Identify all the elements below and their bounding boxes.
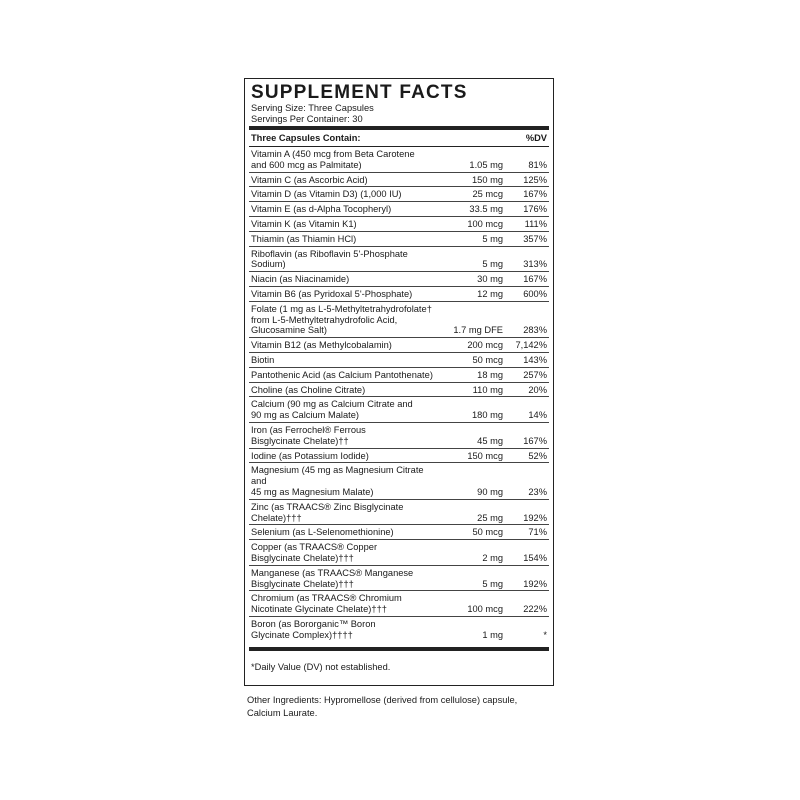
nutrient-name: Zinc (as TRAACS® Zinc Bisglycinate Chelate)††† xyxy=(251,501,404,523)
nutrient-dv: 167% xyxy=(523,189,547,200)
nutrient-row xyxy=(249,272,549,287)
contains-header: Three Capsules Contain: xyxy=(251,133,361,143)
nutrient-amount: 50 mcg xyxy=(472,354,503,365)
nutrient-dv: 313% xyxy=(523,259,547,270)
nutrient-amount: 110 mg xyxy=(472,384,503,395)
nutrient-name: Vitamin E (as d-Alpha Tocopheryl) xyxy=(251,204,392,215)
nutrient-dv: 167% xyxy=(523,435,547,446)
nutrient-dv: 14% xyxy=(528,410,547,421)
nutrient-row xyxy=(249,247,549,273)
nutrient-row xyxy=(249,463,549,499)
nutrient-amount: 50 mcg xyxy=(472,527,503,538)
nutrient-amount: 25 mcg xyxy=(472,189,503,200)
serving-size: Serving Size: Three Capsules xyxy=(251,103,374,113)
nutrient-row xyxy=(249,525,549,540)
nutrient-name: Folate (1 mg as L-5-Methyltetrahydrofolate† from L-5-Methyltetrahydrofolic Acid, Glucosamine Salt) xyxy=(251,303,432,336)
nutrient-name: Choline (as Choline Citrate) xyxy=(251,384,366,395)
nutrient-name: Iodine (as Potassium Iodide) xyxy=(251,450,369,461)
nutrient-amount: 12 mg xyxy=(477,288,503,299)
nutrient-row xyxy=(249,173,549,188)
nutrient-name: Pantothenic Acid (as Calcium Pantothenate) xyxy=(251,369,433,380)
nutrient-amount: 33.5 mg xyxy=(469,204,503,215)
nutrient-row xyxy=(249,147,549,173)
nutrient-row xyxy=(249,338,549,353)
nutrient-amount: 150 mcg xyxy=(467,450,503,461)
nutrient-row xyxy=(249,187,549,202)
nutrient-name: Vitamin B6 (as Pyridoxal 5'-Phosphate) xyxy=(251,288,413,299)
nutrient-dv: 23% xyxy=(528,486,547,497)
nutrient-name: Calcium (90 mg as Calcium Citrate and 90 mg as Calcium Malate) xyxy=(251,399,413,421)
nutrient-amount: 100 mcg xyxy=(467,604,503,615)
nutrient-list xyxy=(249,147,549,641)
nutrient-row xyxy=(249,617,549,642)
supplement-facts-panel xyxy=(244,78,554,686)
nutrient-row xyxy=(249,591,549,617)
nutrient-row xyxy=(249,368,549,383)
nutrient-name: Vitamin A (450 mcg from Beta Carotene and 600 mcg as Palmitate) xyxy=(251,149,415,170)
nutrient-row xyxy=(249,566,549,592)
nutrient-amount: 1 mg xyxy=(482,629,503,640)
nutrient-name: Manganese (as TRAACS® Manganese Bisglycinate Chelate)††† xyxy=(251,567,414,589)
nutrient-dv: 283% xyxy=(523,325,547,336)
nutrient-row xyxy=(249,540,549,566)
nutrient-dv: 143% xyxy=(523,354,547,365)
dv-footnote: *Daily Value (DV) not established. xyxy=(251,662,391,673)
nutrient-dv: 176% xyxy=(523,204,547,215)
nutrient-name: Vitamin C (as Ascorbic Acid) xyxy=(251,174,368,185)
nutrient-amount: 18 mg xyxy=(477,369,503,380)
nutrient-dv: 20% xyxy=(528,384,547,395)
nutrient-name: Niacin (as Niacinamide) xyxy=(251,274,350,285)
nutrient-name: Riboflavin (as Riboflavin 5'-Phosphate Sodium) xyxy=(251,248,408,270)
nutrient-amount: 150 mg xyxy=(471,174,503,185)
nutrient-name: Vitamin D (as Vitamin D3) (1,000 IU) xyxy=(251,189,402,200)
nutrient-row xyxy=(249,500,549,526)
panel-title: SUPPLEMENT FACTS xyxy=(251,82,468,103)
nutrient-dv: 71% xyxy=(528,527,547,538)
table-header xyxy=(249,130,549,147)
nutrient-dv: 7,142% xyxy=(515,340,547,351)
nutrient-name: Selenium (as L-Selenomethionine) xyxy=(251,527,394,538)
nutrient-row xyxy=(249,397,549,423)
nutrient-amount: 180 mg xyxy=(471,410,503,421)
nutrient-name: Magnesium (45 mg as Magnesium Citrate and 45 mg as Magnesium Malate) xyxy=(251,465,424,497)
nutrient-name: Vitamin B12 (as Methylcobalamin) xyxy=(251,340,392,351)
nutrient-amount: 2 mg xyxy=(482,552,503,563)
nutrient-dv: 111% xyxy=(524,218,547,229)
nutrient-dv: 81% xyxy=(528,159,547,170)
nutrient-row xyxy=(249,217,549,232)
nutrient-amount: 1.05 mg xyxy=(469,159,503,170)
nutrient-amount: 5 mg xyxy=(482,233,503,244)
nutrient-name: Copper (as TRAACS® Copper Bisglycinate Chelate)††† xyxy=(251,542,378,563)
nutrient-row xyxy=(249,353,549,368)
nutrient-row xyxy=(249,383,549,398)
nutrient-name: Thiamin (as Thiamin HCl) xyxy=(251,233,357,244)
nutrient-name: Vitamin K (as Vitamin K1) xyxy=(251,218,357,229)
nutrient-row xyxy=(249,287,549,302)
nutrient-amount: 100 mcg xyxy=(467,218,503,229)
nutrient-row xyxy=(249,232,549,247)
nutrient-name: Iron (as Ferrochel® Ferrous Bisglycinate Chelate)†† xyxy=(251,424,366,446)
nutrient-name: Chromium (as TRAACS® Chromium Nicotinate Glycinate Chelate)††† xyxy=(251,593,402,615)
nutrient-dv: 257% xyxy=(523,369,547,380)
dv-header: %DV xyxy=(525,133,547,143)
nutrient-amount: 25 mg xyxy=(477,512,503,523)
nutrient-dv: 222% xyxy=(523,604,547,615)
servings-per-container: Servings Per Container: 30 xyxy=(251,113,363,124)
nutrient-row xyxy=(249,202,549,217)
nutrient-dv: 125% xyxy=(523,174,547,185)
nutrient-amount: 5 mg xyxy=(482,259,503,270)
nutrient-dv: 600% xyxy=(523,288,547,299)
nutrient-dv: 167% xyxy=(523,274,547,285)
nutrient-name: Biotin xyxy=(251,354,275,365)
nutrient-dv: 357% xyxy=(523,233,547,244)
nutrient-amount: 5 mg xyxy=(482,578,503,589)
nutrient-row xyxy=(249,449,549,464)
nutrient-dv: 192% xyxy=(523,578,547,589)
nutrient-dv: 192% xyxy=(523,512,547,523)
nutrient-amount: 90 mg xyxy=(477,486,503,497)
nutrient-dv: 52% xyxy=(528,450,547,461)
nutrient-row xyxy=(249,423,549,449)
nutrient-name: Boron (as Bororganic™ Boron Glycinate Complex)†††† xyxy=(251,618,376,640)
nutrient-amount: 200 mcg xyxy=(467,340,503,351)
nutrient-amount: 1.7 mg DFE xyxy=(453,325,503,336)
nutrient-dv: 154% xyxy=(523,552,547,563)
nutrient-dv: * xyxy=(543,629,547,640)
nutrient-amount: 45 mg xyxy=(477,435,503,446)
other-ingredients: Other Ingredients: Hypromellose (derived from cellulose) capsule, Calcium Laurate. xyxy=(247,695,518,718)
nutrient-row xyxy=(249,302,549,338)
nutrient-amount: 30 mg xyxy=(477,274,503,285)
